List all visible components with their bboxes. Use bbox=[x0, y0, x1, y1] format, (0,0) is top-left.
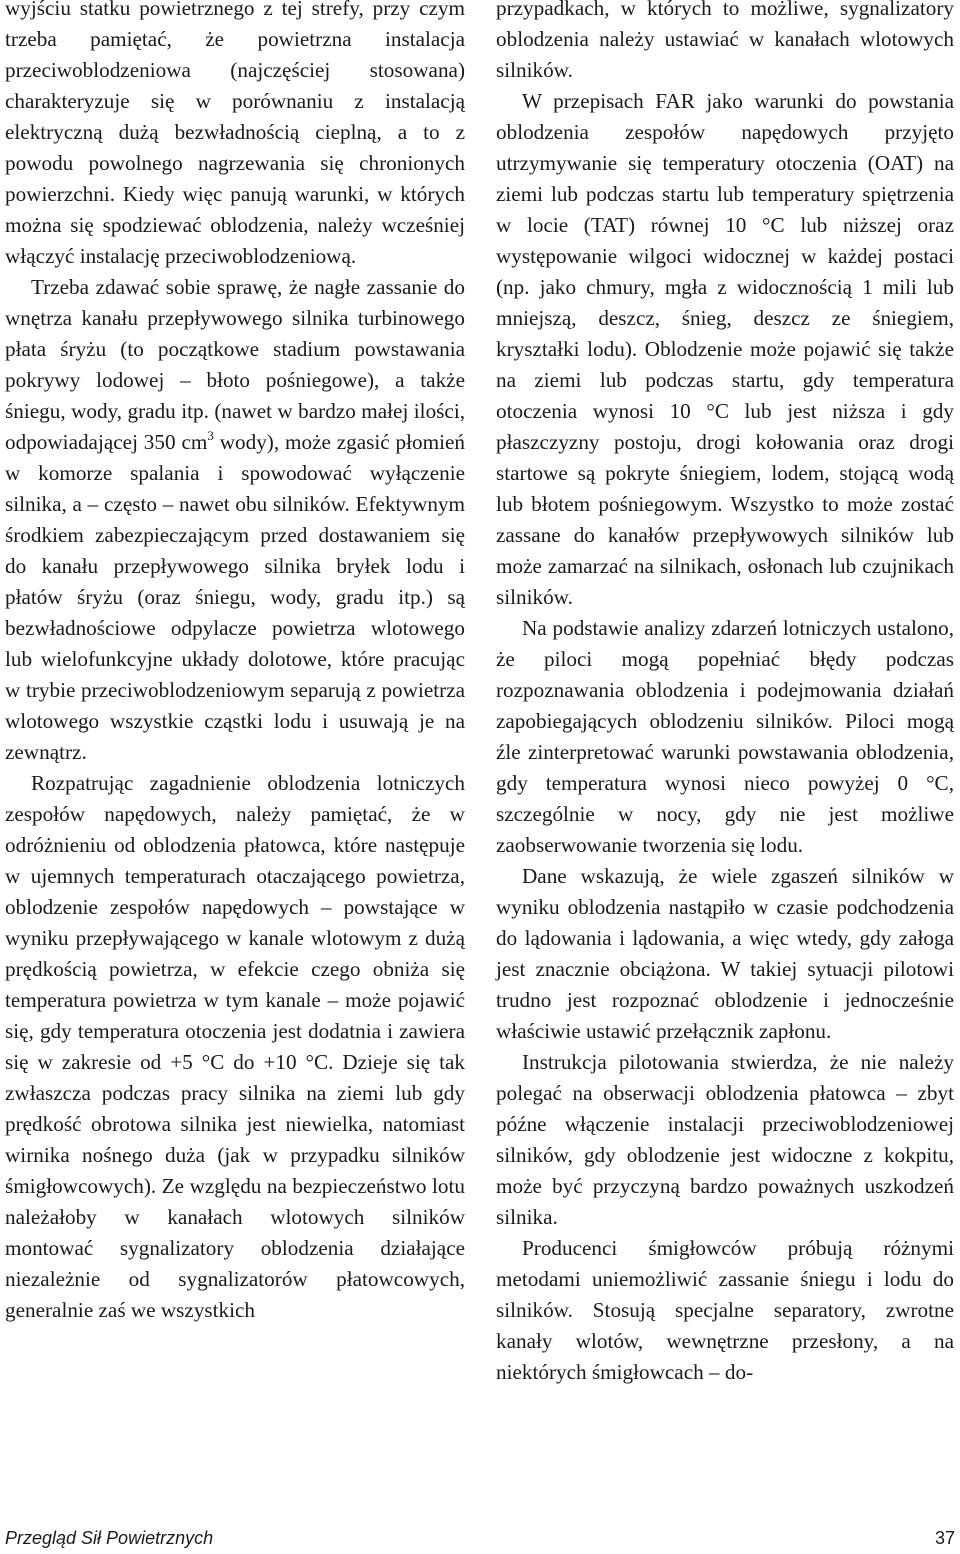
paragraph: Producenci śmigłowców próbują różnymi metodami uniemożliwić zassanie śniegu i lodu do silników. Stosują specjalne separatory, zwrotne kanały wlotów, wewnętrzne przesłony, a na niektórych śmigłowcach – do- bbox=[496, 1236, 954, 1384]
page-footer bbox=[5, 1528, 955, 1554]
paragraph bbox=[5, 272, 465, 768]
paragraph-text: Trzeba zdawać sobie sprawę, że nagłe zassanie do wnętrza kanału przepływowego silnika turbinowego płata śryżu (to początkowe stadium powstawania pokrywy lodowej – błoto pośniegowe), a także śniegu, wody, gradu itp. (nawet w bardzo małej ilości, odpowiadającej 350 cm bbox=[5, 275, 465, 454]
superscript: 3 bbox=[207, 428, 214, 443]
paragraph: Instrukcja pilotowania stwierdza, że nie należy polegać na obserwacji oblodzenia płatowca – zbyt późne włączenie instalacji przeciwoblodzeniowej silników, gdy oblodzenie jest widoczne z kokpitu, może być przyczyną bardzo poważnych uszkodzeń silnika. bbox=[496, 1050, 954, 1229]
paragraph: Rozpatrując zagadnienie oblodzenia lotniczych zespołów napędowych, należy pamiętać, że w odróżnieniu od oblodzenia płatowca, które następuje w ujemnych temperaturach otaczającego powietrza, oblodzenie zespołów napędowych – powstające w wyniku przepływającego w kanale wlotowym z dużą prędkością powietrza, w efekcie czego obniża się temperatura powietrza w tym kanale – może pojawić się, gdy temperatura otoczenia jest dodatnia i zawiera się w zakresie od +5 °C do +10 °C. Dzieje się tak zwłaszcza podczas pracy silnika na ziemi lub gdy prędkość obrotowa silnika jest niewielka, natomiast wirnika nośnego duża (jak w przypadku silników śmigłowcowych). Ze względu na bezpieczeństwo lotu należałoby w kanałach wlotowych silników montować sygnalizatory oblodzenia działające niezależnie od sygnalizatorów płatowcowych, generalnie zaś we wszystkich bbox=[5, 771, 465, 1322]
paragraph: wyjściu statku powietrznego z tej strefy, przy czym trzeba pamiętać, że powietrzna instalacja przeciwoblodzeniowa (najczęściej stosowana) charakteryzuje się w porównaniu z instalacją elektryczną dużą bezwładnością cieplną, a to z powodu powolnego nagrzewania się chronionych powierzchni. Kiedy więc panują warunki, w których można się spodziewać oblodzenia, należy wcześniej włączyć instalację przeciwoblodzeniową. bbox=[5, 0, 465, 268]
paragraph: Na podstawie analizy zdarzeń lotniczych ustalono, że piloci mogą popełniać błędy podczas rozpoznawania oblodzenia i podejmowania działań zapobiegających oblodzeniu silników. Piloci mogą źle zinterpretować warunki powstawania oblodzenia, gdy temperatura wynosi nieco powyżej 0 °C, szczególnie w nocy, gdy nie jest możliwe zaobserwowanie tworzenia się lodu. bbox=[496, 616, 954, 857]
publication-title: Przegląd Sił Powietrznych bbox=[5, 1528, 214, 1548]
paragraph: Dane wskazują, że wiele zgaszeń silników w wyniku oblodzenia nastąpiło w czasie podchodzenia do lądowania i lądowania, a więc wtedy, gdy załoga jest znacznie obciążona. W takiej sytuacji pilotowi trudno jest rozpoznać oblodzenie i jednocześnie właściwie ustawić przełącznik zapłonu. bbox=[496, 864, 954, 1043]
right-column bbox=[496, 0, 954, 1388]
paragraph: przypadkach, w których to możliwe, sygnalizatory oblodzenia należy ustawiać w kanałach wlotowych silników. bbox=[496, 0, 954, 82]
paragraph: W przepisach FAR jako warunki do powstania oblodzenia zespołów napędowych przyjęto utrzymywanie się temperatury otoczenia (OAT) na ziemi lub podczas startu lub temperatury spiętrzenia w locie (TAT) równej 10 °C lub niższej oraz występowanie wilgoci widocznej w każdej postaci (np. jako chmury, mgła z widocznością 1 mili lub mniejszą, deszcz, śnieg, deszcz ze śniegiem, kryształki lodu). Oblodzenie może pojawić się także na ziemi lub podczas startu, gdy temperatura otoczenia wynosi 10 °C lub jest niższa i gdy płaszczyzny postoju, drogi kołowania oraz drogi startowe są pokryte śniegiem, lodem, stojącą wodą lub błotem pośniegowym. Wszystko to może zostać zassane do kanałów przepływowych silników lub może zamarzać na silnikach, osłonach lub czujnikach silników. bbox=[496, 89, 954, 609]
left-column bbox=[5, 0, 465, 1326]
page-number: 37 bbox=[934, 1528, 955, 1548]
paragraph-text: wody), może zgasić płomień w komorze spalania i spowodować wyłączenie silnika, a – często – nawet obu silników. Efektywnym środkiem zabezpieczającym przed dostawaniem się do kanału przepływowego silnika bryłek lodu i płatów śryżu (oraz śniegu, wody, gradu itp.) są bezwładnościowe odpylacze powietrza wlotowego lub wielofunkcyjne układy dolotowe, które pracując w trybie przeciwoblodzeniowym separują z powietrza wlotowego wszystkie cząstki lodu i usuwają je na zewnątrz. bbox=[5, 430, 465, 764]
